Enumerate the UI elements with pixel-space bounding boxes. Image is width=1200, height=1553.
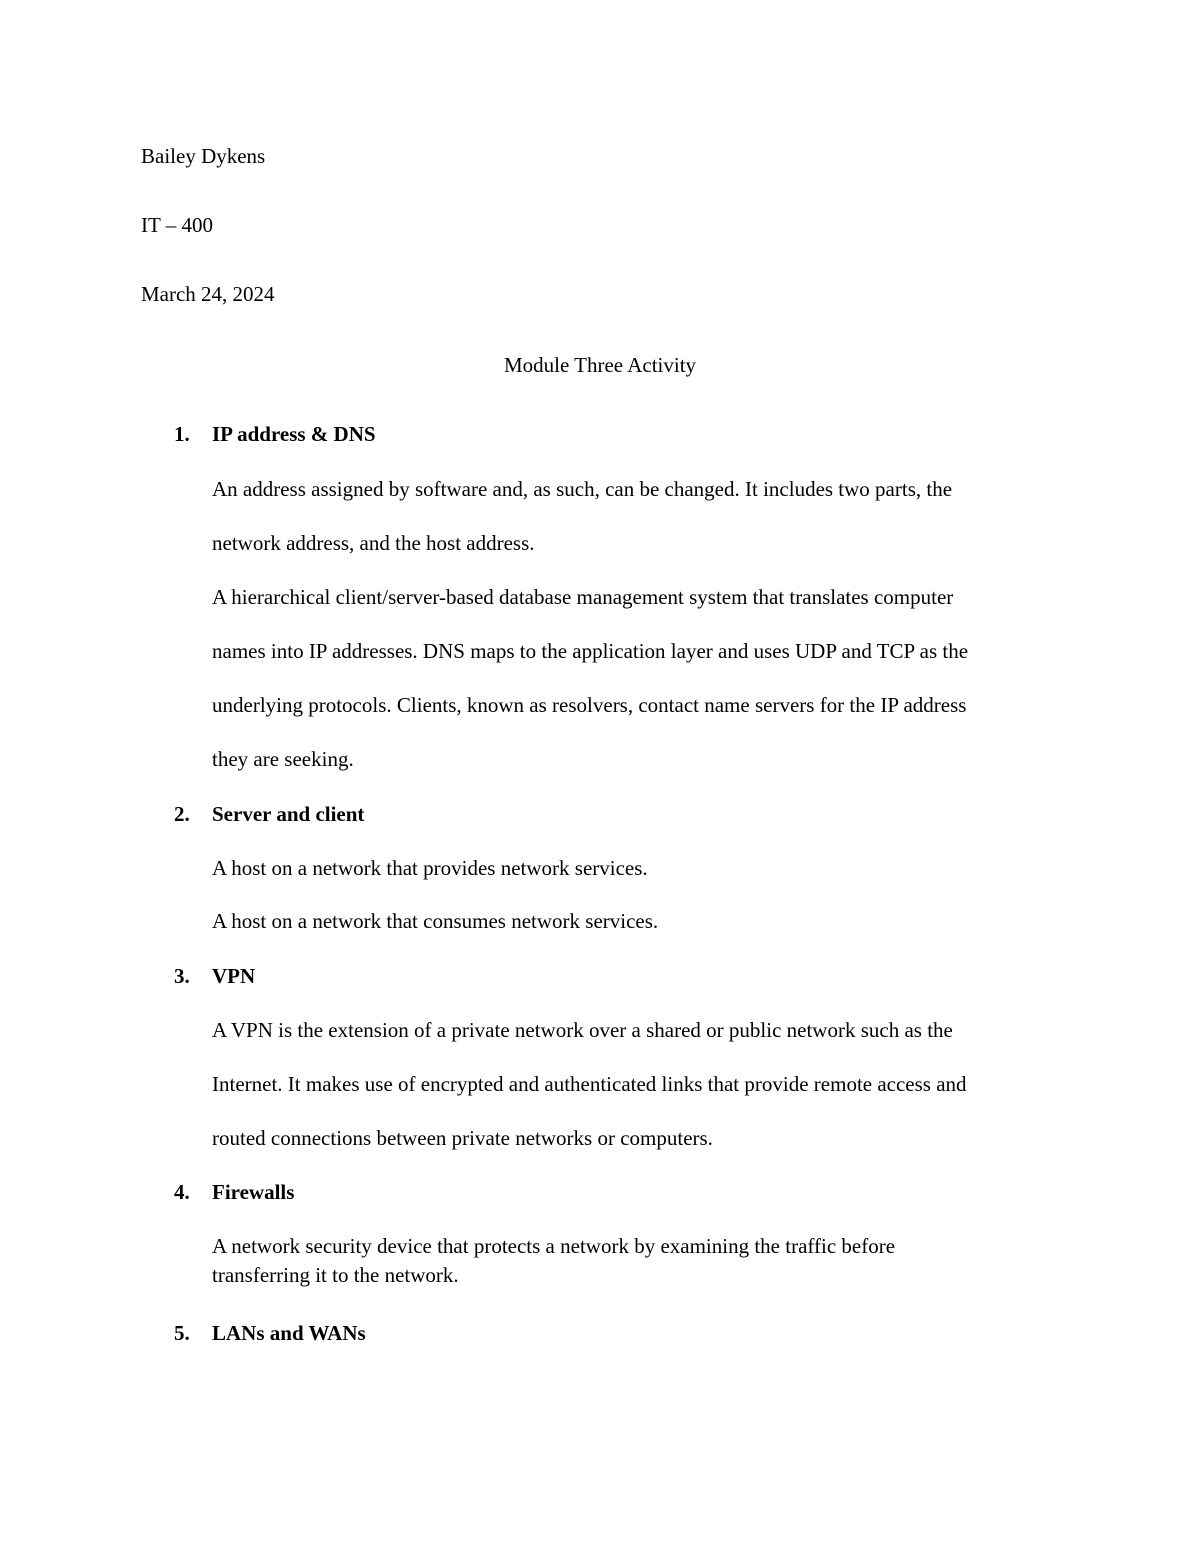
document-title: Module Three Activity (503, 353, 697, 377)
item-heading: LANs and WANs (212, 1321, 366, 1345)
item-heading: Firewalls (212, 1180, 295, 1204)
item-heading: Server and client (212, 802, 365, 826)
item-text-line: A hierarchical client/server-based database management system that translates computer (212, 585, 954, 609)
course-code: IT – 400 (141, 213, 213, 237)
list-number: 5. (174, 1321, 190, 1345)
list-number: 3. (174, 964, 190, 988)
list-number: 4. (174, 1180, 190, 1204)
author-name: Bailey Dykens (141, 144, 266, 168)
item-text-line: A VPN is the extension of a private network over a shared or public network such as the (212, 1018, 953, 1042)
item-text-line: routed connections between private networks or computers. (212, 1126, 713, 1150)
item-text-line: A network security device that protects a network by examining the traffic before (212, 1234, 896, 1258)
item-text-line: they are seeking. (212, 747, 354, 771)
item-text-line: A host on a network that provides network services. (212, 856, 648, 880)
item-text-line: names into IP addresses. DNS maps to the application layer and uses UDP and TCP as the (212, 639, 969, 663)
item-text-line: Internet. It makes use of encrypted and authenticated links that provide remote access and (212, 1072, 967, 1096)
list-number: 1. (174, 422, 190, 446)
item-text-line: network address, and the host address. (212, 531, 535, 555)
item-text-line: transferring it to the network. (212, 1263, 459, 1287)
item-heading: VPN (212, 964, 256, 988)
item-text-line: underlying protocols. Clients, known as resolvers, contact name servers for the IP address (212, 693, 967, 717)
document-date: March 24, 2024 (141, 282, 275, 306)
item-text-line: An address assigned by software and, as such, can be changed. It includes two parts, the (212, 477, 953, 501)
list-number: 2. (174, 802, 190, 826)
item-heading: IP address & DNS (212, 422, 376, 446)
item-text-line: A host on a network that consumes network services. (212, 909, 659, 933)
